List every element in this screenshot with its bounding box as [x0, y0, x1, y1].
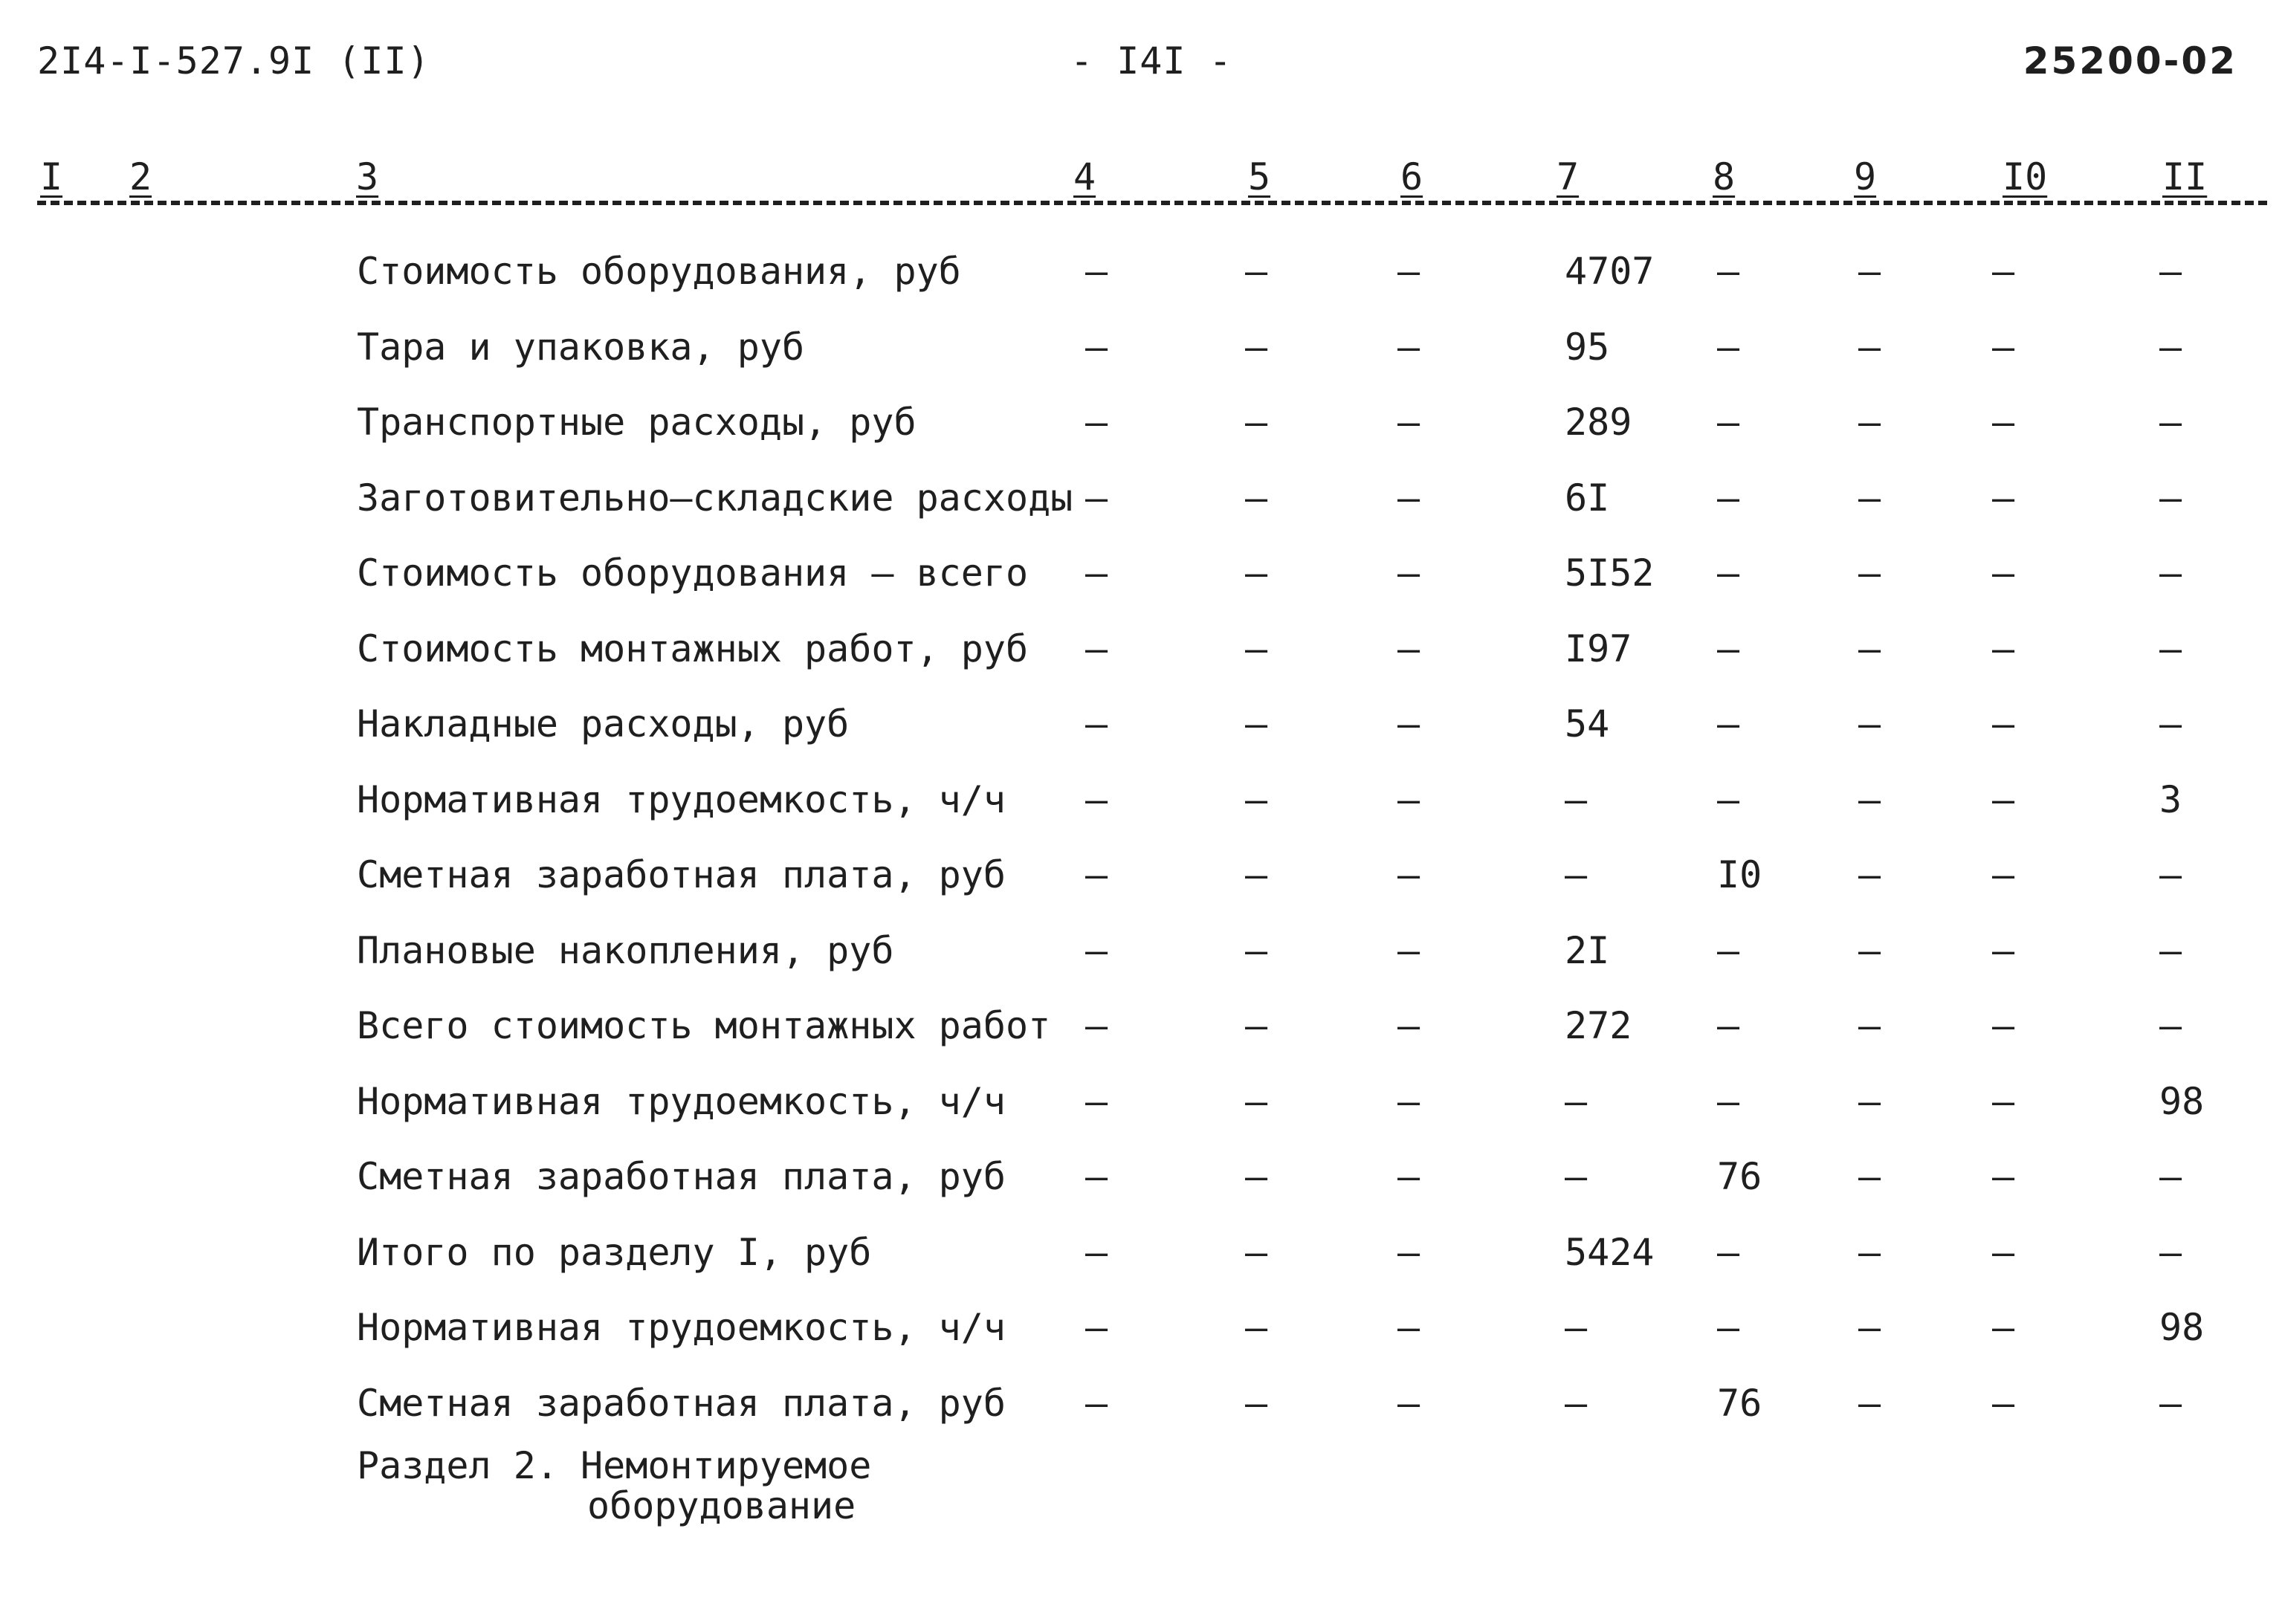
row-label: Стоимость оборудования – всего — [357, 551, 1029, 595]
cell-col-8: – — [1717, 928, 1740, 972]
cell-col-9: – — [1858, 401, 1881, 444]
cell-col-6: – — [1397, 928, 1420, 972]
cell-col-9: – — [1858, 476, 1881, 520]
cell-col-11: – — [2159, 928, 2182, 972]
table-row — [0, 1294, 2282, 1370]
cell-col-10: – — [1992, 1306, 2015, 1349]
column-number: 8 — [1710, 156, 1738, 198]
cell-col-4: – — [1085, 928, 1108, 972]
column-number: I — [37, 156, 65, 198]
cell-col-7: 289 — [1565, 401, 1632, 444]
cell-col-5: – — [1245, 702, 1268, 745]
cell-col-10: – — [1992, 702, 2015, 745]
page-number: - I4I - — [1070, 39, 1232, 83]
cell-col-11: – — [2159, 1230, 2182, 1274]
cell-col-9: – — [1858, 928, 1881, 972]
row-label: Сметная заработная плата, руб — [357, 853, 1006, 896]
cell-col-7: 5424 — [1565, 1230, 1655, 1274]
cell-col-11: – — [2159, 853, 2182, 896]
cell-col-4: – — [1085, 1230, 1108, 1274]
cell-col-8: – — [1717, 1004, 1740, 1047]
cell-col-8: – — [1717, 777, 1740, 821]
cell-col-6: – — [1397, 853, 1420, 896]
table-row — [0, 238, 2282, 314]
cell-col-8: – — [1717, 401, 1740, 444]
cell-col-8: I0 — [1717, 853, 1762, 896]
cell-col-9: – — [1858, 853, 1881, 896]
cell-col-10: – — [1992, 551, 2015, 595]
cell-col-5: – — [1245, 627, 1268, 670]
table-row — [0, 615, 2282, 691]
column-header-dashed-rule — [37, 201, 2267, 205]
row-label: Нормативная трудоемкость, ч/ч — [357, 1306, 1006, 1349]
cell-col-6: – — [1397, 551, 1420, 595]
row-label: Плановые накопления, руб — [357, 928, 894, 972]
cell-col-4: – — [1085, 1306, 1108, 1349]
cell-col-6: – — [1397, 627, 1420, 670]
cell-col-5: – — [1245, 1306, 1268, 1349]
table-row — [0, 465, 2282, 540]
cell-col-7: – — [1565, 777, 1588, 821]
cell-col-7: 54 — [1565, 702, 1610, 745]
cell-col-6: – — [1397, 1306, 1420, 1349]
cell-col-4: – — [1085, 1004, 1108, 1047]
cell-col-5: – — [1245, 853, 1268, 896]
cell-col-10: – — [1992, 928, 2015, 972]
cell-col-6: – — [1397, 702, 1420, 745]
cell-col-10: – — [1992, 476, 2015, 520]
cell-col-7: 95 — [1565, 325, 1610, 369]
cell-col-7: – — [1565, 1079, 1588, 1123]
cell-col-10: – — [1992, 777, 2015, 821]
cell-col-9: – — [1858, 777, 1881, 821]
cell-col-5: – — [1245, 1381, 1268, 1425]
table-row — [0, 992, 2282, 1068]
cell-col-6: – — [1397, 777, 1420, 821]
cell-col-8: – — [1717, 627, 1740, 670]
cell-col-11: – — [2159, 551, 2182, 595]
cell-col-10: – — [1992, 1155, 2015, 1198]
table-row — [0, 766, 2282, 842]
cell-col-11: – — [2159, 627, 2182, 670]
cell-col-8: 76 — [1717, 1381, 1762, 1425]
cell-col-10: – — [1992, 401, 2015, 444]
cell-col-10: – — [1992, 1004, 2015, 1047]
column-number-header — [0, 156, 2282, 208]
cell-col-6: – — [1397, 325, 1420, 369]
cell-col-6: – — [1397, 1004, 1420, 1047]
table-row — [0, 1219, 2282, 1295]
cell-col-9: – — [1858, 1079, 1881, 1123]
section-title — [357, 1446, 871, 1526]
table-row — [0, 841, 2282, 917]
cell-col-9: – — [1858, 1306, 1881, 1349]
cell-col-4: – — [1085, 1381, 1108, 1425]
cell-col-4: – — [1085, 777, 1108, 821]
cell-col-6: – — [1397, 401, 1420, 444]
cell-col-6: – — [1397, 1381, 1420, 1425]
cell-col-8: – — [1717, 551, 1740, 595]
cell-col-6: – — [1397, 476, 1420, 520]
cell-col-11: 98 — [2159, 1079, 2205, 1123]
row-label: Сметная заработная плата, руб — [357, 1381, 1006, 1425]
cell-col-5: – — [1245, 551, 1268, 595]
table-row — [0, 540, 2282, 615]
cell-col-11: – — [2159, 1004, 2182, 1047]
cell-col-8: 76 — [1717, 1155, 1762, 1198]
cell-col-9: – — [1858, 1230, 1881, 1274]
cell-col-4: – — [1085, 853, 1108, 896]
document-code: 2I4-I-527.9I (II) — [37, 39, 430, 83]
estimate-table — [0, 238, 2282, 1445]
row-label: Заготовительно–складские расходы — [357, 476, 1073, 520]
cell-col-10: – — [1992, 250, 2015, 293]
table-row — [0, 917, 2282, 993]
cell-col-11: – — [2159, 250, 2182, 293]
table-row — [0, 690, 2282, 766]
cell-col-8: – — [1717, 1230, 1740, 1274]
cell-col-5: – — [1245, 1155, 1268, 1198]
cell-col-11: 3 — [2159, 777, 2182, 821]
cell-col-11: – — [2159, 1155, 2182, 1198]
column-number: 7 — [1554, 156, 1582, 198]
cell-col-9: – — [1858, 551, 1881, 595]
cell-col-5: – — [1245, 777, 1268, 821]
cell-col-9: – — [1858, 627, 1881, 670]
cell-col-8: – — [1717, 250, 1740, 293]
cell-col-8: – — [1717, 1079, 1740, 1123]
table-row — [0, 1370, 2282, 1446]
cell-col-5: – — [1245, 250, 1268, 293]
column-number: 3 — [353, 156, 381, 198]
cell-col-4: – — [1085, 476, 1108, 520]
row-label: Нормативная трудоемкость, ч/ч — [357, 777, 1006, 821]
row-label: Транспортные расходы, руб — [357, 401, 917, 444]
cell-col-9: – — [1858, 1155, 1881, 1198]
cell-col-7: – — [1565, 1155, 1588, 1198]
cell-col-7: – — [1565, 853, 1588, 896]
row-label: Стоимость оборудования, руб — [357, 250, 961, 293]
cell-col-4: – — [1085, 551, 1108, 595]
column-number: 4 — [1070, 156, 1099, 198]
cell-col-4: – — [1085, 401, 1108, 444]
cell-col-10: – — [1992, 1079, 2015, 1123]
cell-col-4: – — [1085, 1155, 1108, 1198]
cell-col-7: I97 — [1565, 627, 1632, 670]
row-label: Нормативная трудоемкость, ч/ч — [357, 1079, 1006, 1123]
cell-col-11: – — [2159, 1381, 2182, 1425]
cell-col-11: – — [2159, 702, 2182, 745]
cell-col-5: – — [1245, 325, 1268, 369]
row-label: Стоимость монтажных работ, руб — [357, 627, 1029, 670]
cell-col-10: – — [1992, 325, 2015, 369]
column-number: 6 — [1397, 156, 1426, 198]
cell-col-10: – — [1992, 1230, 2015, 1274]
column-number: II — [2159, 156, 2210, 198]
row-label: Накладные расходы, руб — [357, 702, 850, 745]
cell-col-6: – — [1397, 1230, 1420, 1274]
cell-col-7: – — [1565, 1306, 1588, 1349]
table-row — [0, 314, 2282, 389]
cell-col-10: – — [1992, 627, 2015, 670]
cell-col-11: – — [2159, 476, 2182, 520]
row-label: Всего стоимость монтажных работ — [357, 1004, 1051, 1047]
cell-col-10: – — [1992, 1381, 2015, 1425]
sheet-code: 25200-02 — [2023, 39, 2237, 83]
cell-col-4: – — [1085, 325, 1108, 369]
cell-col-7: 2I — [1565, 928, 1610, 972]
row-label: Сметная заработная плата, руб — [357, 1155, 1006, 1198]
table-row — [0, 389, 2282, 465]
cell-col-11: – — [2159, 401, 2182, 444]
cell-col-11: – — [2159, 325, 2182, 369]
column-number: 9 — [1851, 156, 1879, 198]
cell-col-7: 6I — [1565, 476, 1610, 520]
cell-col-8: – — [1717, 476, 1740, 520]
cell-col-6: – — [1397, 250, 1420, 293]
cell-col-5: – — [1245, 1230, 1268, 1274]
row-label: Итого по разделу I, руб — [357, 1230, 872, 1274]
cell-col-5: – — [1245, 1004, 1268, 1047]
cell-col-9: – — [1858, 325, 1881, 369]
cell-col-4: – — [1085, 627, 1108, 670]
row-label: Тара и упаковка, руб — [357, 325, 805, 369]
cell-col-9: – — [1858, 1004, 1881, 1047]
cell-col-4: – — [1085, 1079, 1108, 1123]
cell-col-5: – — [1245, 1079, 1268, 1123]
cell-col-7: 272 — [1565, 1004, 1632, 1047]
cell-col-6: – — [1397, 1079, 1420, 1123]
column-number: 5 — [1245, 156, 1273, 198]
column-number: 2 — [126, 156, 155, 198]
cell-col-5: – — [1245, 476, 1268, 520]
cell-col-5: – — [1245, 928, 1268, 972]
cell-col-9: – — [1858, 1381, 1881, 1425]
cell-col-4: – — [1085, 250, 1108, 293]
cell-col-8: – — [1717, 1306, 1740, 1349]
section-title-line: оборудование — [587, 1484, 856, 1527]
cell-col-9: – — [1858, 702, 1881, 745]
cell-col-4: – — [1085, 702, 1108, 745]
table-row — [0, 1143, 2282, 1219]
cell-col-9: – — [1858, 250, 1881, 293]
section-title-line: Раздел 2. Немонтируемое — [357, 1444, 872, 1487]
cell-col-10: – — [1992, 853, 2015, 896]
cell-col-7: 4707 — [1565, 250, 1655, 293]
cell-col-8: – — [1717, 325, 1740, 369]
column-number: I0 — [2000, 156, 2050, 198]
cell-col-11: 98 — [2159, 1306, 2205, 1349]
cell-col-7: – — [1565, 1381, 1588, 1425]
cell-col-7: 5I52 — [1565, 551, 1655, 595]
table-row — [0, 1068, 2282, 1144]
cell-col-5: – — [1245, 401, 1268, 444]
cell-col-6: – — [1397, 1155, 1420, 1198]
cell-col-8: – — [1717, 702, 1740, 745]
